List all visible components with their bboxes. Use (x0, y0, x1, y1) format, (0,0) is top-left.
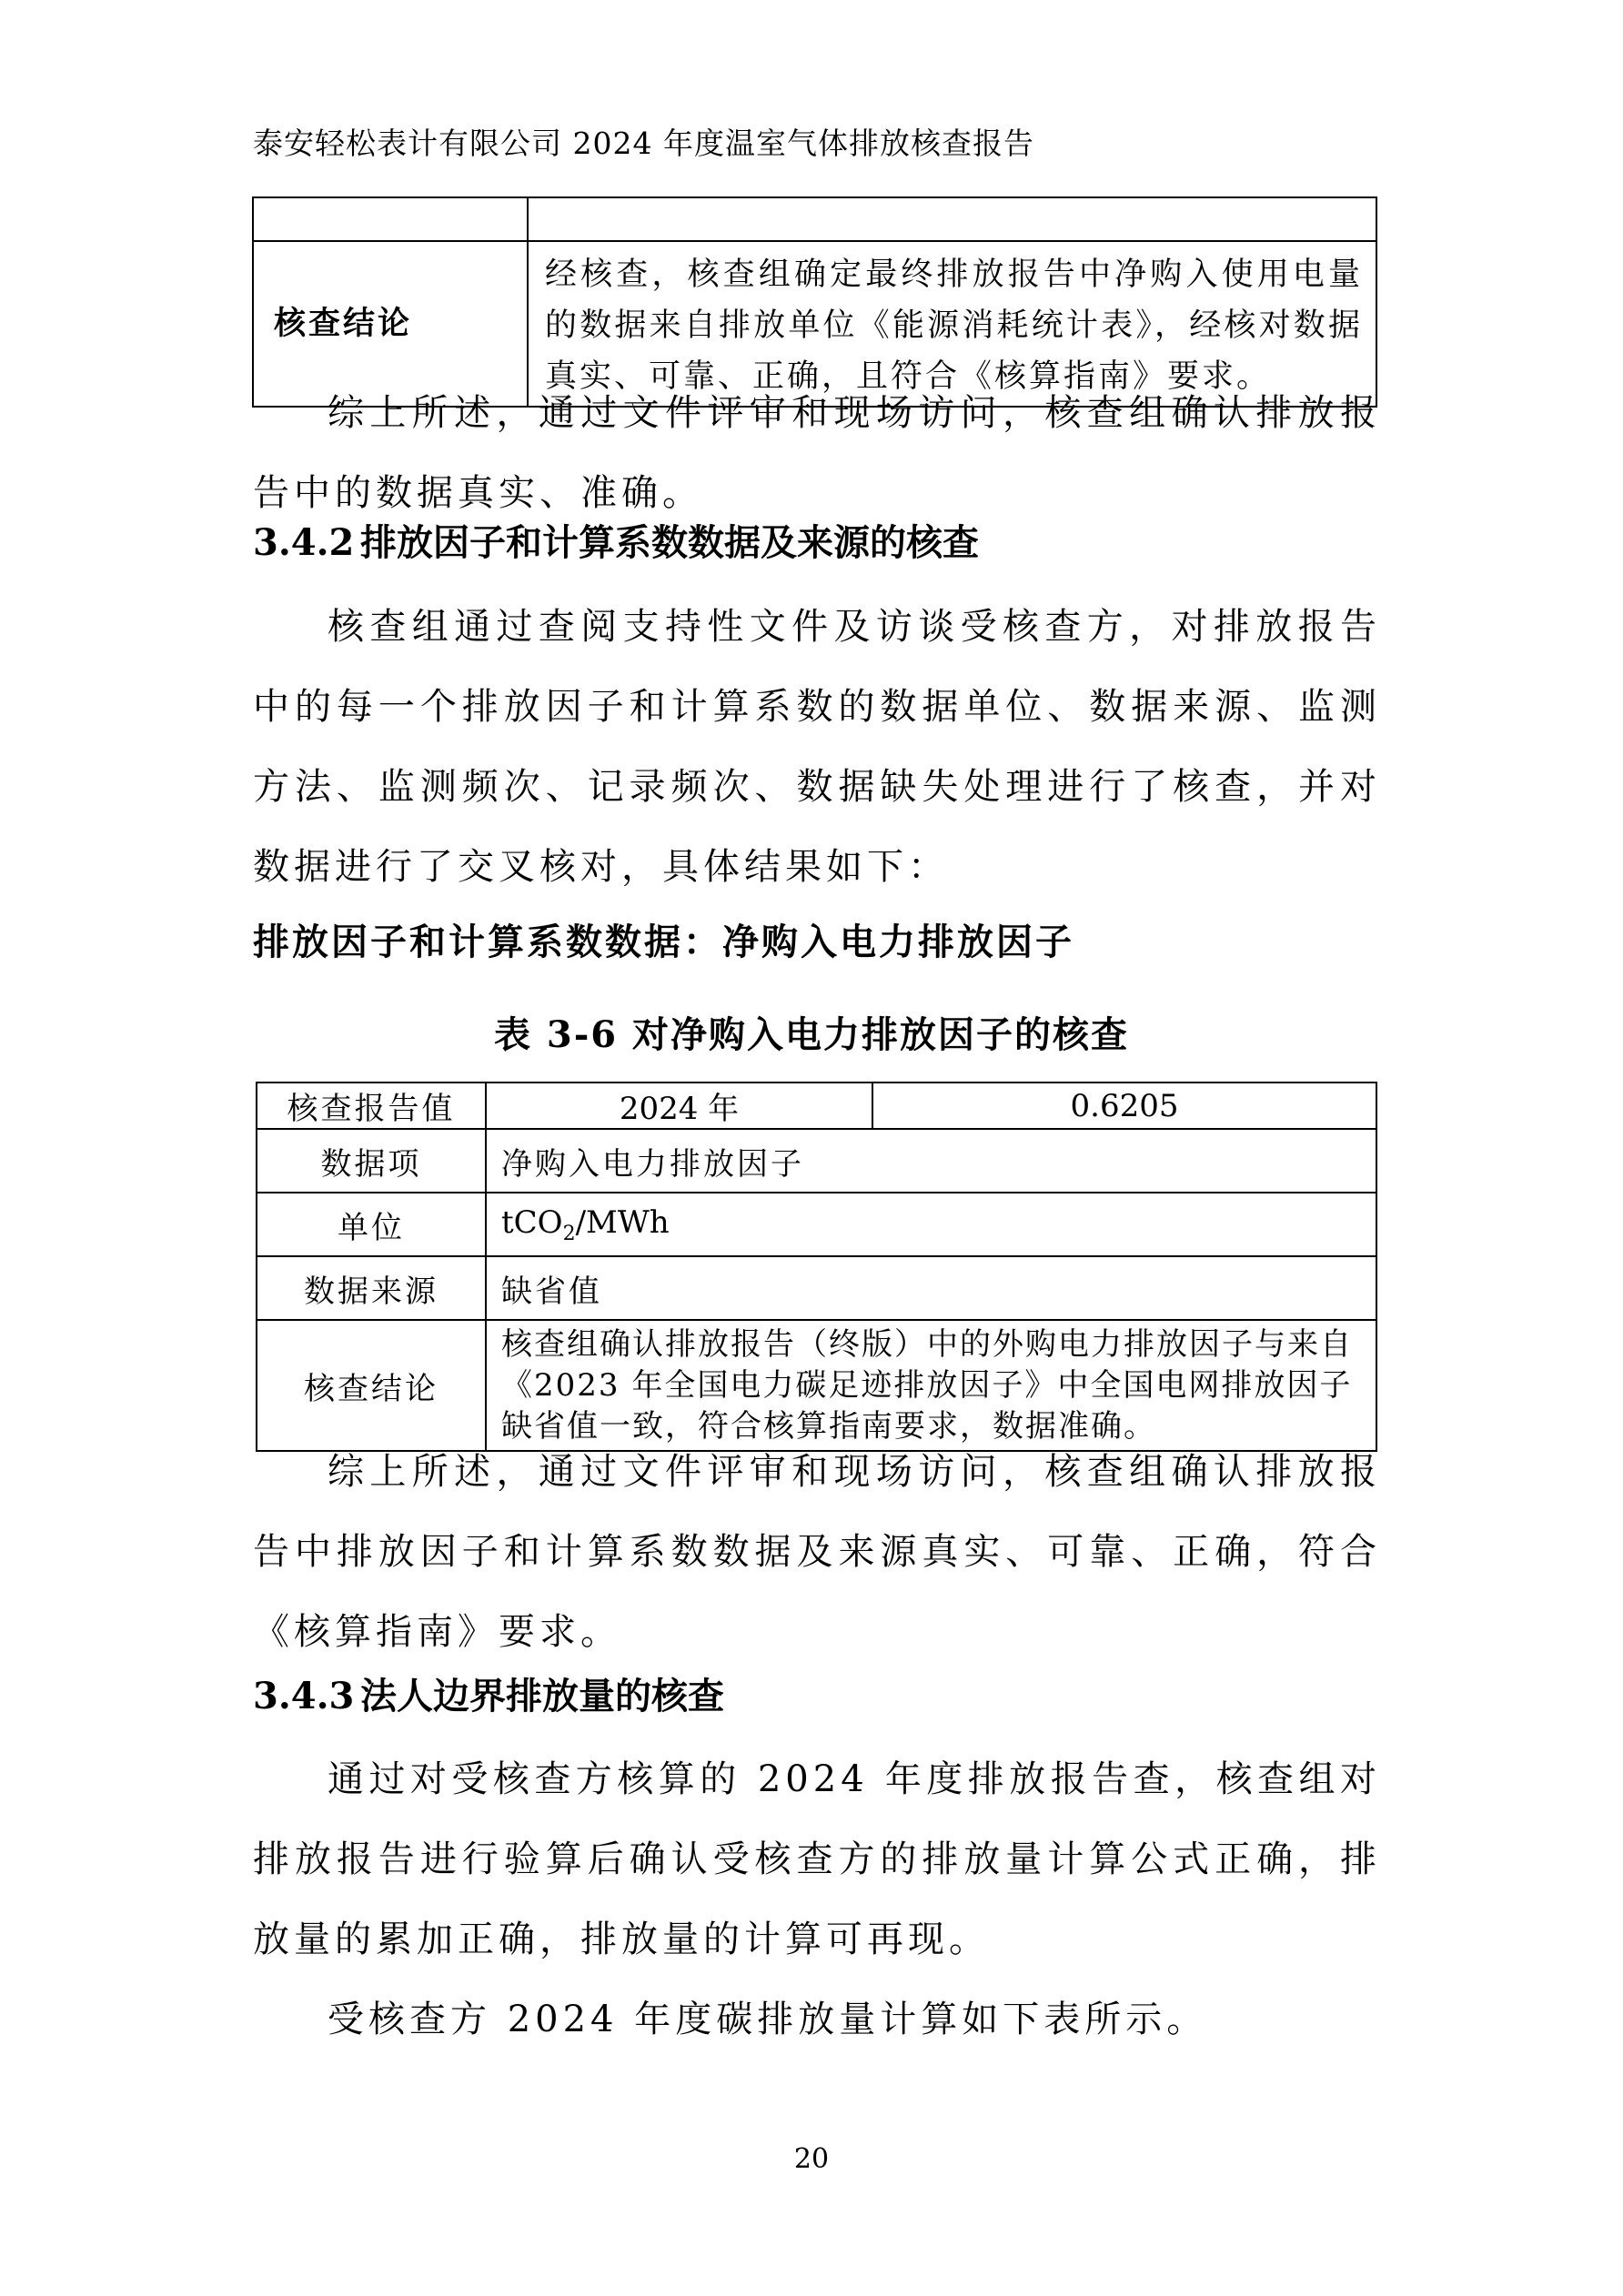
year-cell: 2024 年 (486, 1083, 872, 1129)
section-heading-3-4-2 (253, 514, 979, 566)
page-number: 20 (793, 2143, 830, 2175)
value-cell: 0.6205 (872, 1083, 1376, 1129)
section-title: 法人边界排放量的核查 (360, 1675, 724, 1717)
table-row (253, 197, 1376, 241)
table-intro-paragraph: 受核查方 2024 年度碳排放量计算如下表所示。 (328, 1999, 1208, 2040)
reported-value-label: 核查报告值 (257, 1083, 486, 1129)
conclusion-text: 核查组确认排放报告（终版）中的外购电力排放因子与来自《2023 年全国电力碳足迹排放因子》中全国电网排放因子缺省值一致，符合核算指南要求，数据准确。 (486, 1320, 1376, 1451)
emission-factor-table (256, 1082, 1377, 1452)
table-row (257, 1083, 1376, 1129)
conclusion-label: 核查结论 (257, 1320, 486, 1451)
conclusion-label: 核查结论 (253, 241, 528, 407)
table-caption: 表 3-6 对净购入电力排放因子的核查 (493, 1013, 1130, 1056)
conclusion-text: 经核查，核查组确定最终排放报告中净购入使用电量的数据来自排放单位《能源消耗统计表》，经核对数据真实、可靠、正确，且符合《核算指南》要求。 (528, 241, 1376, 407)
source-value: 缺省值 (486, 1256, 1376, 1320)
table-row (257, 1193, 1376, 1256)
unit-value: tCO$_2$/MWh (486, 1193, 1376, 1256)
method-paragraph: 核查组通过查阅支持性文件及访谈受核查方，对排放报告中的每一个排放因子和计算系数的数据单位、数据来源、监测方法、监测频次、记录频次、数据缺失处理进行了核查，并对数据进行了交叉核对，具体结果如下： (253, 606, 1381, 888)
section-title: 排放因子和计算系数数据及来源的核查 (360, 521, 979, 564)
sub-heading: 排放因子和计算系数数据：净购入电力排放因子 (253, 921, 1074, 963)
summary-paragraph-data: 综上所述，通过文件评审和现场访问，核查组确认排放报告中的数据真实、准确。 (253, 392, 1381, 514)
unit-label: 单位 (257, 1193, 486, 1256)
data-item-value: 净购入电力排放因子 (486, 1129, 1376, 1193)
table-row (257, 1256, 1376, 1320)
section-number: 3.4.3 (253, 1675, 355, 1717)
section-heading-3-4-3 (253, 1667, 724, 1719)
running-header: 泰安轻松表计有限公司 2024 年度温室气体排放核查报告 (253, 126, 1034, 161)
calculation-paragraph: 通过对受核查方核算的 2024 年度排放报告查，核查组对排放报告进行验算后确认受核查方的排放量计算公式正确，排放量的累加正确，排放量的计算可再现。 (253, 1758, 1381, 1960)
source-label: 数据来源 (257, 1256, 486, 1320)
section-number: 3.4.2 (253, 521, 355, 564)
data-item-label: 数据项 (257, 1129, 486, 1193)
summary-paragraph-factors: 综上所述，通过文件评审和现场访问，核查组确认排放报告中排放因子和计算系数数据及来源真实、可靠、正确，符合《核算指南》要求。 (253, 1451, 1381, 1653)
table-row (257, 1129, 1376, 1193)
